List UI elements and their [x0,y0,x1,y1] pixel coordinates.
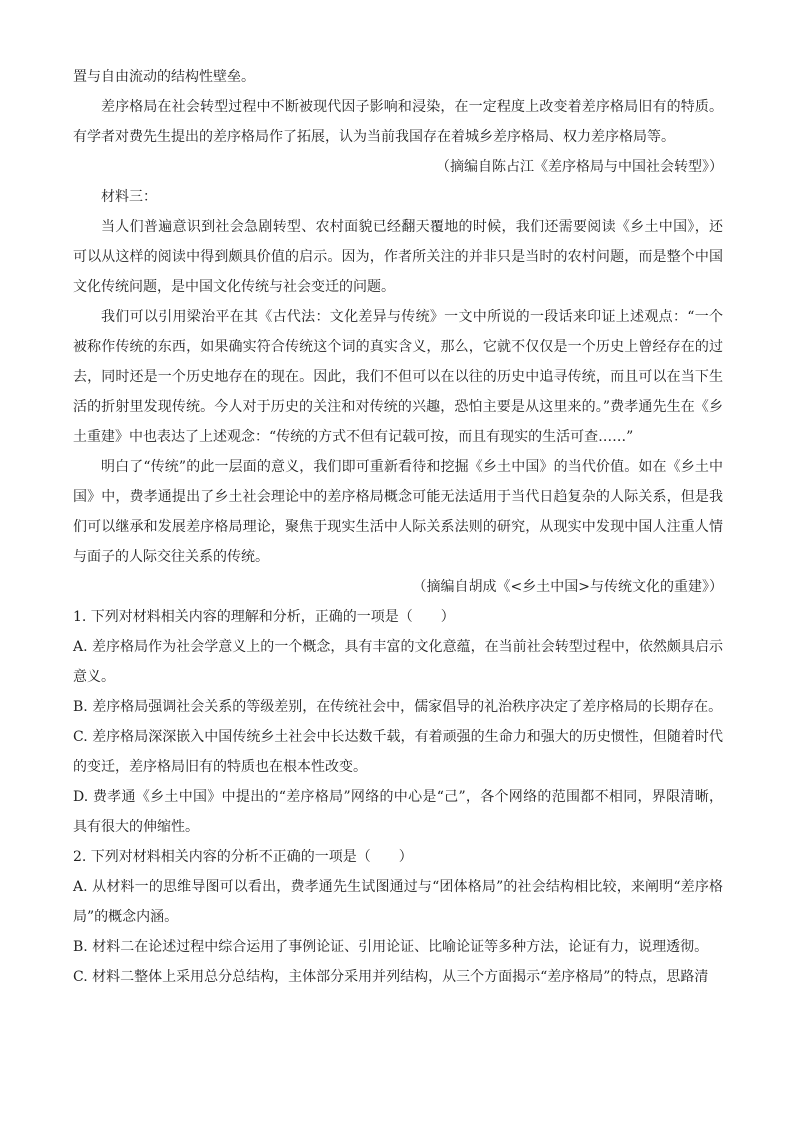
paragraph-reading-value: 当人们普遍意识到社会急剧转型、农村面貌已经翻天覆地的时候，我们还需要阅读《乡土中国》，还可以从这样的阅读中得到颇具价值的启示。因为，作者所关注的并非只是当时的农村问题，而是整个中国文化传统问题，是中国文化传统与社会变迁的问题。 [73,219,723,295]
paragraph-liang-quote: 我们可以引用梁治平在其《古代法：文化差异与传统》一文中所说的一段话来印证上述观点：“一个被称作传统的东西，如果确实符合传统这个词的真实含义，那么，它就不仅仅是一个历史上曾经存在的过去，同时还是一个历史地存在的现在。因此，我们不但可以在以往的历史中追寻传统，而且可以在当下生活的折射里发现传统。今人对于历史的关注和对传统的兴趣，恐怕主要是从这里来的。”费孝通先生在《乡土重建》中也表达了上述观念：“传统的方式不但有记载可按，而且有现实的生活可查……” [73,309,723,445]
question-2-option-b: B. 材料二在论述过程中综合运用了事例论证、引用论证、比喻论证等多种方法，论证有力，说理透彻。 [73,939,709,955]
material-three-heading: 材料三： [101,189,157,205]
paragraph-continuation: 置与自由流动的结构性壁垒。 [73,69,255,85]
paragraph-modern-change: 差序格局在社会转型过程中不断被现代因子影响和浸染，在一定程度上改变着差序格局旧有的特质。有学者对费先生提出的差序格局作了拓展，认为当前我国存在着城乡差序格局、权力差序格局等。 [73,99,723,145]
question-2-option-a: A. 从材料一的思维导图可以看出，费孝通先生试图通过与“团体格局”的社会结构相比较，来阐明“差序格局”的概念内涵。 [73,879,723,925]
paragraph-tradition-meaning: 明白了“传统”的此一层面的意义，我们即可重新看待和挖掘《乡土中国》的当代价值。如在《乡土中国》中，费孝通提出了乡土社会理论中的差序格局概念可能无法适用于当代日趋复杂的人际关系，但是我们可以继承和发展差序格局理论，聚焦于现实生活中人际关系法则的研究，从现实中发现中国人注重人情与面子的人际交往关系的传统。 [73,459,723,565]
question-2-option-c: C. 材料二整体上采用总分总结构，主体部分采用并列结构，从三个方面揭示“差序格局”的特点，思路清 [73,969,709,985]
question-1-option-c: C. 差序格局深深嵌入中国传统乡土社会中长达数千载，有着顽强的生命力和强大的历史惯性，但随着时代的变迁，差序格局旧有的特质也在根本性改变。 [73,729,723,775]
question-1-option-b: B. 差序格局强调社会关系的等级差别，在传统社会中，儒家倡导的礼治秩序决定了差序格局的长期存在。 [73,699,723,715]
question-1-option-a: A. 差序格局作为社会学意义上的一个概念，具有丰富的文化意蕴，在当前社会转型过程中，依然颇具启示意义。 [73,639,723,685]
source-citation-hu: （摘编自胡成《<乡土中国>与传统文化的重建》） [412,579,723,595]
source-citation-chen: （摘编自陈占江《差序格局与中国社会转型》） [436,159,723,175]
question-2-stem: 2. 下列对材料相关内容的分析不正确的一项是（ ） [73,849,413,865]
question-1-stem: 1. 下列对材料相关内容的理解和分析，正确的一项是（ ） [73,609,455,625]
document-body [73,62,723,992]
question-1-option-d: D. 费孝通《乡土中国》中提出的“差序格局”网络的中心是“己”，各个网络的范围都不相同，界限清晰，具有很大的伸缩性。 [73,789,723,835]
